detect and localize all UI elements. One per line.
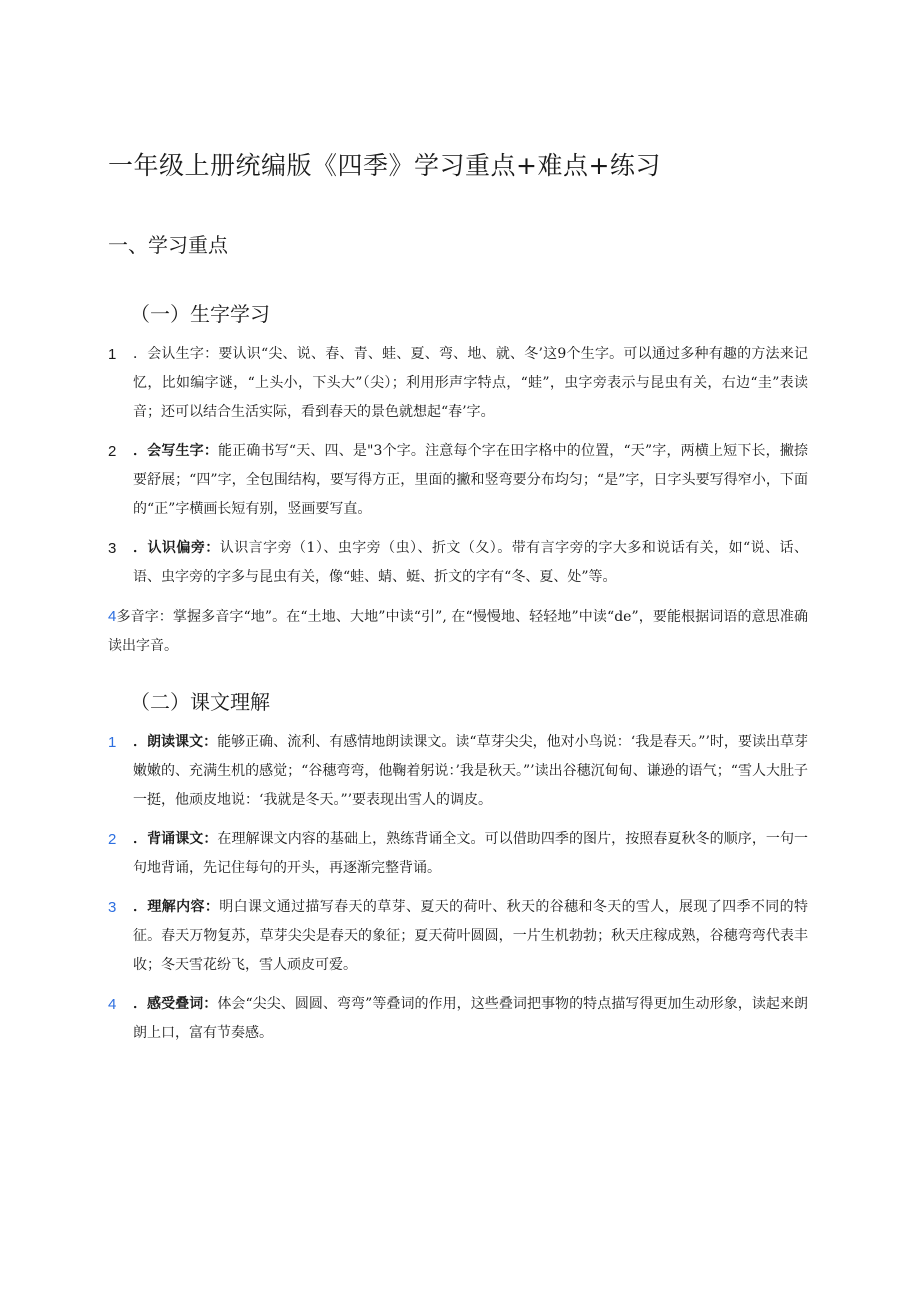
list-item <box>108 990 808 1048</box>
item-number: 1 <box>108 346 117 363</box>
item-lead: ．朗读课文： <box>133 734 218 750</box>
list-item <box>108 437 808 524</box>
list-item <box>108 893 808 980</box>
item-text: 明白课文通过描写春天的草芽、夏天的荷叶、秋天的谷穗和冬天的雪人，展现了四季不同的特征。春天万物复苏，草芽尖尖是春天的象征；夏天荷叶圆圆，一片生机勃勃；秋天庄稼成熟，谷穗弯弯代表丰收；冬天雪花纷飞，雪人顽皮可爱。 <box>133 899 808 973</box>
item-number: 3 <box>108 540 117 557</box>
item-text: 能正确书写“天、四、是"3个字。注意每个字在田字格中的位置，“天”字，两横上短下长，撇捺要舒展；“四”字，全包围结构，要写得方正，里面的撇和竖弯要分布均匀；“是”字，日字头要写得窄小，下面的“正”字横画长短有别，竖画要写直。 <box>133 443 808 517</box>
item-lead: ．认识偏旁： <box>133 540 220 556</box>
list-item <box>108 728 808 815</box>
document-title: 一年级上册统编版《四季》学习重点+难点+练习 <box>108 151 661 180</box>
character-study-list <box>108 340 808 671</box>
list-item <box>108 340 808 427</box>
item-text: 在理解课文内容的基础上，熟练背诵全文。可以借助四季的图片，按照春夏秋冬的顺序，一句一句地背诵，先记住每句的开头，再逐渐完整背诵。 <box>133 831 809 876</box>
subsection-heading-text-understanding: （二）课文理解 <box>130 690 270 714</box>
item-text: 多音字：掌握多音字“地”。在“土地、大地”中读“引”, 在“慢慢地、轻轻地”中读“de”，要能根据词语的意思准确读出字音。 <box>108 609 808 654</box>
list-item <box>108 534 808 592</box>
section-heading-key-points: 一、学习重点 <box>108 233 228 257</box>
subsection-heading-characters: （一）生字学习 <box>130 302 270 326</box>
item-number: 2 <box>108 831 117 848</box>
item-number: 1 <box>108 734 117 751</box>
item-lead: ．背诵课文： <box>133 831 218 847</box>
item-lead: ．理解内容： <box>133 899 220 915</box>
item-lead: ．会写生字： <box>133 443 219 459</box>
item-number: 3 <box>108 899 117 916</box>
item-text: 体会“尖尖、圆圆、弯弯”等叠词的作用，这些叠词把事物的特点描写得更加生动形象，读起来朗朗上口，富有节奏感。 <box>133 996 809 1041</box>
item-lead: ．会认生字： <box>133 346 219 362</box>
list-item <box>108 602 808 661</box>
list-item <box>108 825 808 883</box>
item-text: 能够正确、流利、有感情地朗读课文。读“草芽尖尖，他对小鸟说：‘我是春天。”’时，要读出草芽嫩嫩的、充满生机的感觉；“谷穗弯弯，他鞠着躬说：’我是秋天。”’读出谷穗沉甸甸、谦逊的语气；“雪人大肚子一挺，他顽皮地说：‘我就是冬天。”’要表现出雪人的调皮。 <box>133 734 809 808</box>
item-number: 4 <box>108 608 117 625</box>
item-number: 2 <box>108 443 117 460</box>
item-number: 4 <box>108 996 117 1013</box>
item-text: 要认识“尖、说、春、青、蛙、夏、弯、地、就、冬’这9个生字。可以通过多种有趣的方法来记忆，比如编字谜，“上头小，下头大”（尖）；利用形声字特点，“蛙”，虫字旁表示与昆虫有关，右边“圭”表读音；还可以结合生活实际，看到春天的景色就想起“春’字。 <box>133 346 808 420</box>
text-understanding-list <box>108 728 808 1058</box>
item-lead: ．感受叠词： <box>133 996 218 1012</box>
item-text: 认识言字旁（1）、虫字旁（虫）、折文（夂）。带有言字旁的字大多和说话有关，如“说、话、语、虫字旁的字多与昆虫有关，像“蛙、蜻、蜓、折文的字有“冬、夏、处”等。 <box>133 540 809 585</box>
